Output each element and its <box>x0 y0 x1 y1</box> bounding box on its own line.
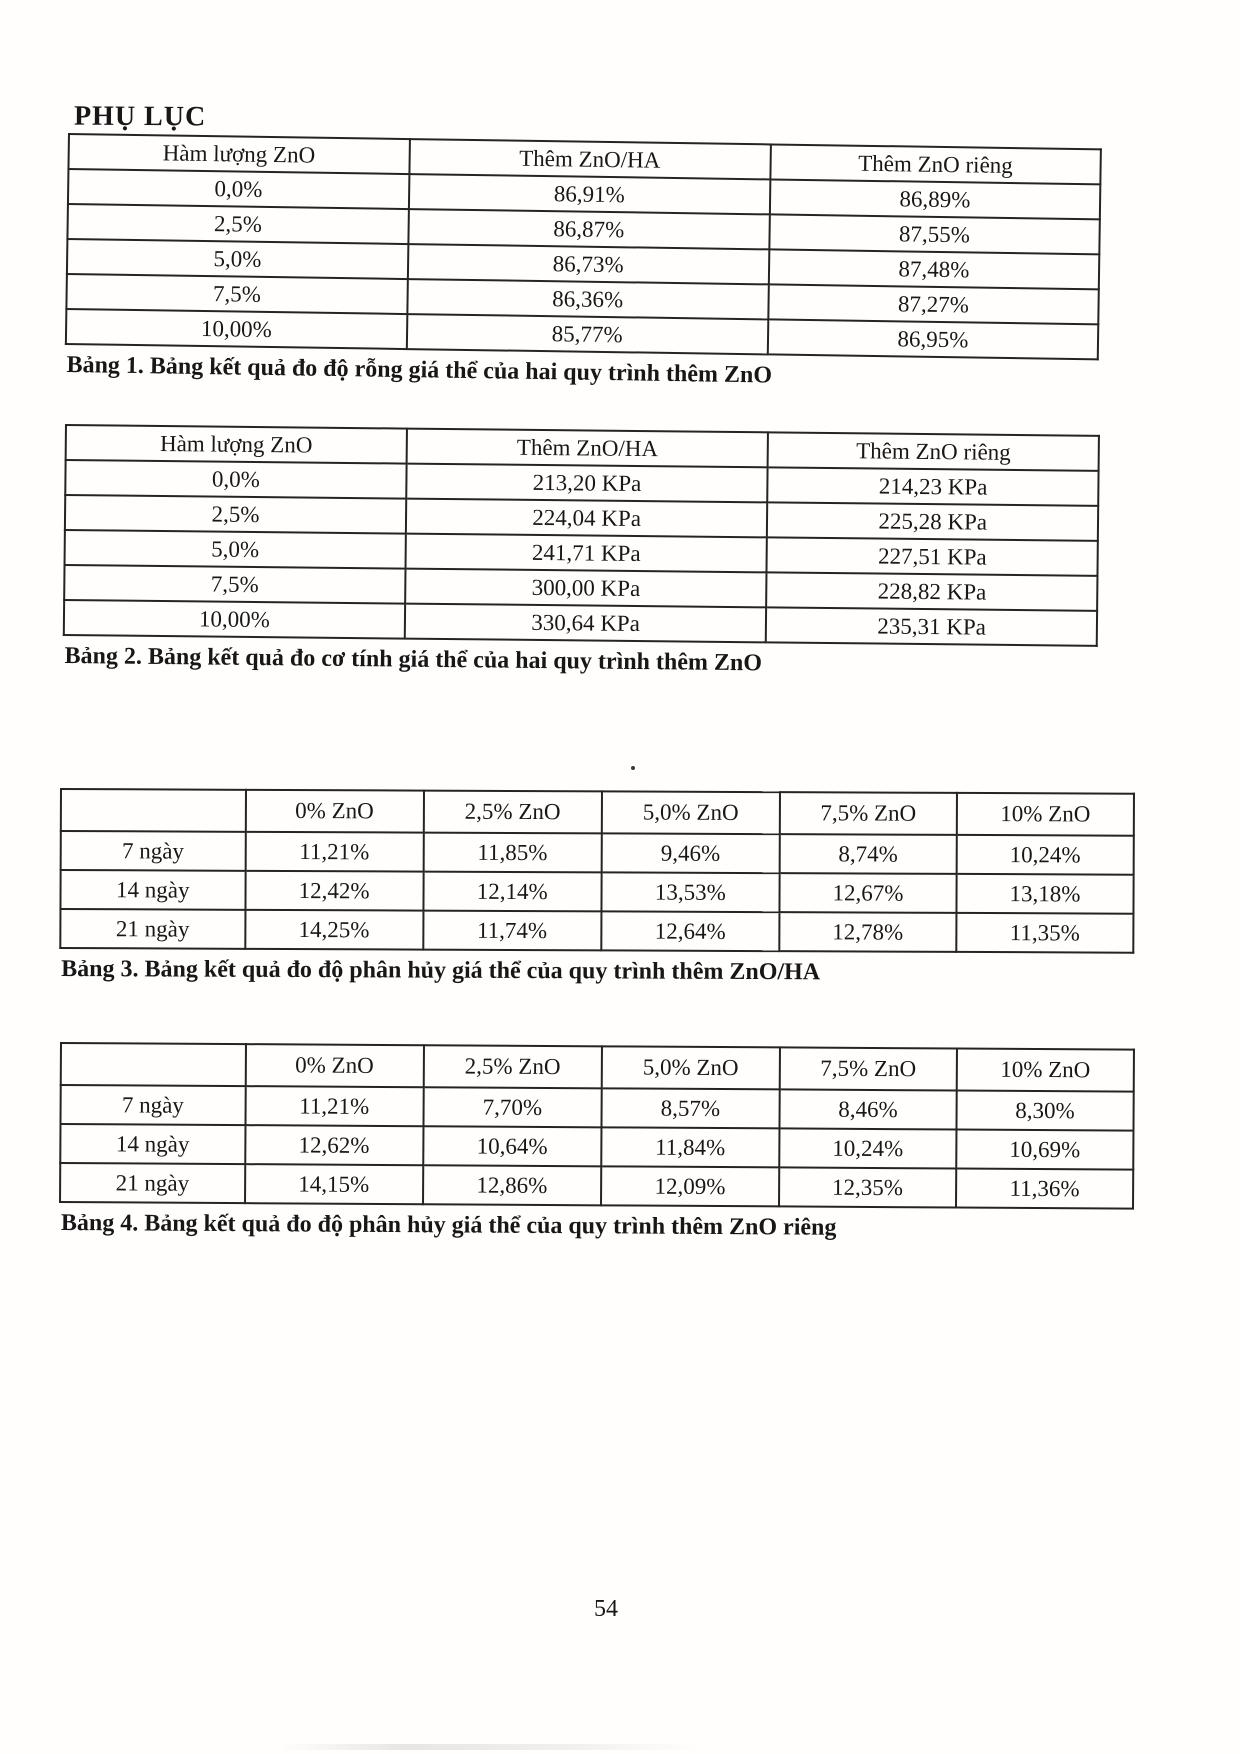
table2-caption: Bảng 2. Bảng kết quả đo cơ tính giá thể của hai quy trình thêm ZnO <box>64 643 763 677</box>
row-header-14-ngay: 14 ngày <box>60 870 245 910</box>
table-cell: 0,0% <box>68 169 409 209</box>
scan-smudge-artifact <box>280 1744 700 1750</box>
table-cell: 7,5% <box>66 274 407 314</box>
table-cell: 11,84% <box>601 1127 779 1167</box>
page-number: 54 <box>594 1596 618 1622</box>
table-cell: 224,04 KPa <box>406 499 768 538</box>
table-cell: 241,71 KPa <box>405 534 767 573</box>
table3-caption: Bảng 3. Bảng kết quả đo độ phân hủy giá thể của quy trình thêm ZnO/HA <box>61 956 821 986</box>
col-header-2-5-zno: 2,5% ZnO <box>423 1045 601 1088</box>
page-title: PHỤ LỤC <box>73 100 207 133</box>
table-header-row <box>61 1043 1134 1092</box>
col-header-them-zno-rieng: Thêm ZnO riêng <box>768 432 1099 470</box>
table-cell: 12,86% <box>423 1165 601 1205</box>
col-header-them-zno-ha: Thêm ZnO/HA <box>406 429 768 468</box>
col-header-ham-luong-zno: Hàm lượng ZnO <box>68 134 409 174</box>
table-cell: 8,74% <box>780 834 957 874</box>
table3-section <box>59 788 1135 988</box>
table-cell: 11,21% <box>245 1086 423 1126</box>
table-cell: 12,67% <box>779 873 956 913</box>
table-cell: 12,35% <box>779 1167 956 1207</box>
table-cell: 12,78% <box>779 912 956 952</box>
table-cell: 12,42% <box>245 871 423 911</box>
table1-section <box>64 133 1102 394</box>
table-row <box>60 1124 1133 1170</box>
col-header-10-zno: 10% ZnO <box>957 793 1134 836</box>
table-cell: 11,74% <box>423 911 601 951</box>
col-header-10-zno: 10% ZnO <box>957 1048 1134 1091</box>
table-cell: 227,51 KPa <box>767 537 1098 575</box>
table-cell: 10,24% <box>957 835 1134 875</box>
table-mechanical <box>63 424 1100 647</box>
col-header-them-zno-rieng: Thêm ZnO riêng <box>770 144 1101 184</box>
table-row <box>60 909 1133 953</box>
col-header-0-zno: 0% ZnO <box>245 790 423 833</box>
table-cell: 86,73% <box>407 244 769 284</box>
table-cell: 12,62% <box>245 1125 423 1165</box>
table-cell: 87,27% <box>768 284 1099 324</box>
table-cell: 2,5% <box>67 204 408 244</box>
table-cell: 8,46% <box>779 1089 956 1129</box>
table-cell: 213,20 KPa <box>406 464 768 503</box>
row-header-21-ngay: 21 ngày <box>60 909 245 949</box>
table-cell: 214,23 KPa <box>768 467 1099 505</box>
table-cell: 11,21% <box>245 832 423 872</box>
col-header-0-zno: 0% ZnO <box>245 1044 423 1087</box>
table-cell: 7,70% <box>423 1087 601 1127</box>
table-cell: 300,00 KPa <box>405 569 767 608</box>
table-cell: 225,28 KPa <box>767 502 1098 540</box>
table-cell: 14,25% <box>245 910 423 950</box>
table-cell: 13,18% <box>956 874 1133 914</box>
table-cell: 330,64 KPa <box>405 604 767 643</box>
row-header-21-ngay: 21 ngày <box>60 1163 245 1203</box>
table-cell: 11,35% <box>956 913 1133 953</box>
table-cell: 86,91% <box>408 174 770 214</box>
table-cell: 86,36% <box>407 279 769 319</box>
table-row <box>60 870 1133 914</box>
table-cell: 9,46% <box>601 833 779 873</box>
table-cell: 8,30% <box>956 1090 1133 1130</box>
table-cell: 12,14% <box>423 872 601 912</box>
table-porosity <box>65 133 1102 360</box>
table-cell: 7,5% <box>64 565 405 604</box>
table-cell: 10,00% <box>64 600 405 639</box>
table-cell: 5,0% <box>65 530 406 569</box>
col-header-5-0-zno: 5,0% ZnO <box>601 1046 779 1089</box>
table-cell: 11,36% <box>956 1168 1133 1208</box>
table-cell: 86,95% <box>768 319 1099 359</box>
row-header-14-ngay: 14 ngày <box>60 1124 245 1164</box>
table-cell: 11,85% <box>423 833 601 873</box>
col-header-ham-luong-zno: Hàm lượng ZnO <box>66 425 407 464</box>
scan-artifact-dot <box>631 766 635 770</box>
col-header-7-5-zno: 7,5% ZnO <box>780 1047 957 1090</box>
table-row <box>60 1085 1133 1131</box>
col-header-7-5-zno: 7,5% ZnO <box>780 792 957 835</box>
col-header-5-0-zno: 5,0% ZnO <box>602 791 780 834</box>
table-cell: 87,48% <box>769 249 1100 289</box>
col-header-2-5-zno: 2,5% ZnO <box>423 791 601 834</box>
table-cell: 5,0% <box>67 239 408 279</box>
table-cell: 0,0% <box>65 460 406 499</box>
row-header-7-ngay: 7 ngày <box>61 831 246 871</box>
table1-caption: Bảng 1. Bảng kết quả đo độ rỗng giá thể của hai quy trình thêm ZnO <box>66 352 773 389</box>
table-cell: 10,00% <box>66 309 407 349</box>
table-degradation-zno-rieng <box>59 1042 1135 1210</box>
table-cell: 228,82 KPa <box>767 572 1098 610</box>
table-cell: 235,31 KPa <box>766 607 1097 645</box>
col-header-empty <box>61 1043 246 1086</box>
table4-caption: Bảng 4. Bảng kết quả đo độ phân hủy giá thể của quy trình thêm ZnO riêng <box>60 1210 837 1241</box>
col-header-them-zno-ha: Thêm ZnO/HA <box>409 139 771 179</box>
table-header-row <box>61 789 1134 836</box>
table-cell: 10,64% <box>423 1126 601 1166</box>
table4-section <box>59 1042 1135 1244</box>
table-cell: 10,24% <box>779 1128 956 1168</box>
table-cell: 13,53% <box>601 872 779 912</box>
table-cell: 12,09% <box>601 1166 779 1206</box>
table-degradation-zno-ha <box>59 788 1135 954</box>
table-cell: 86,87% <box>408 209 770 249</box>
table-cell: 86,89% <box>770 179 1101 219</box>
row-header-7-ngay: 7 ngày <box>60 1085 245 1125</box>
table-cell: 87,55% <box>769 214 1100 254</box>
table2-section <box>62 424 1100 681</box>
table-cell: 2,5% <box>65 495 406 534</box>
table-cell: 12,64% <box>601 911 779 951</box>
table-cell: 8,57% <box>601 1088 779 1128</box>
table-row <box>61 831 1134 875</box>
table-row <box>60 1163 1133 1209</box>
table-cell: 85,77% <box>406 314 768 354</box>
table-cell: 10,69% <box>956 1129 1133 1169</box>
col-header-empty <box>61 789 246 832</box>
table-cell: 14,15% <box>245 1164 423 1204</box>
